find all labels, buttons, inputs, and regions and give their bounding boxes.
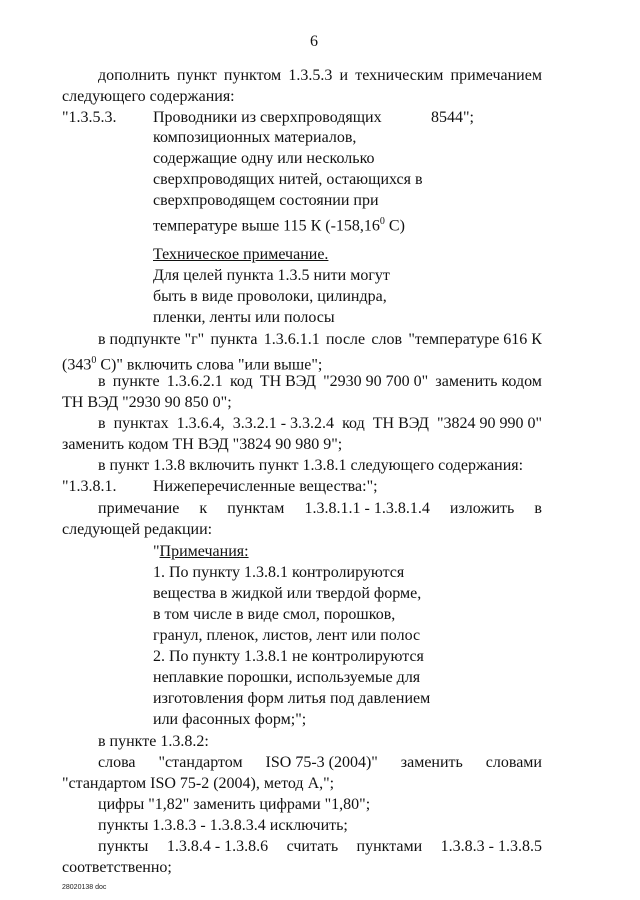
word: слова [98,754,136,771]
word: примечанием [450,67,542,84]
word: пунктом [223,67,282,84]
paragraph-line [98,372,542,391]
word: пункта [210,331,258,348]
text: температуре выше 115 К (-158,16 [153,217,380,235]
word: в [98,415,106,432]
item-text: композиционных материалов, [153,129,357,146]
word: после [325,331,366,348]
technical-note-line: быть в виде проволоки, цилиндра, [153,288,387,305]
word: дополнить [98,67,170,84]
word: заменить кодом [435,373,542,390]
word: ТН ВЭД [259,373,316,390]
note-line: гранул, пленок, листов, лент или полос [153,627,421,644]
degree-superscript: 0 [91,355,97,366]
paragraph-line [98,837,542,856]
paragraph-line: пункты 1.3.8.3 - 1.3.8.3.4 исключить; [98,817,348,834]
item-number: "1.3.5.3. [62,109,117,126]
item-code: 8544"; [431,109,474,126]
word: код [229,373,253,390]
paragraph-line: в пункт 1.3.8 включить пункт 1.3.8.1 следующего содержания: [98,457,524,474]
word: ТН ВЭД [372,415,429,432]
word: в подпункте "г" [98,331,205,348]
word: "температуре 616 К [408,331,542,348]
item-text: Нижеперечисленные вещества:"; [153,478,378,495]
paragraph-line [98,414,542,433]
word: пункт [177,67,217,84]
word: пункты [98,838,149,855]
text: С)" включить слова "или выше"; [96,356,323,374]
item-text: Проводники из сверхпроводящих [153,109,382,126]
note-line: вещества в жидкой или твердой форме, [153,585,422,602]
notes-heading [153,542,249,561]
degree-superscript: 0 [379,216,385,227]
word: 1.3.6.4, [176,415,225,432]
word: изложить [449,500,515,517]
word: "стандартом [158,754,243,771]
text: С) [384,217,405,235]
paragraph-line: "стандартом ISO 75-2 (2004), метод А,"; [62,775,335,792]
word: "2930 90 700 0" [323,373,429,390]
paragraph-line [98,753,542,772]
word: ISO 75-3 (2004)" [265,754,378,771]
word: 1.3.5.3 [288,67,333,84]
word: 1.3.6.1.1 [263,331,320,348]
note-line: изготовления форм литья под давлением [153,690,431,707]
word: к [199,500,208,517]
word: заменить [400,754,463,771]
text: (343 [62,356,92,374]
word: 1.3.8.1.1 - 1.3.8.1.4 [304,500,430,517]
paragraph-line: следующего содержания: [62,88,235,105]
paragraph-line [98,66,542,85]
footer-filename: 28020138 doc [62,884,107,891]
paragraph-line [62,351,322,374]
word: в [534,500,542,517]
word: код [342,415,365,432]
word: в [98,373,106,390]
technical-note-heading: Техническое примечание. [153,246,329,263]
word: 1.3.6.2.1 [166,373,223,390]
word: пунктах [113,415,169,432]
paragraph-line [98,330,542,349]
item-text [153,212,405,235]
note-line: в том числе в виде смол, порошков, [153,606,396,623]
word: техническим [355,67,444,84]
word: пункте [112,373,160,390]
item-number: "1.3.8.1. [62,478,117,495]
note-line: 1. По пункту 1.3.8.1 контролируются [153,564,405,581]
word: примечание [98,500,180,517]
paragraph-line: заменить кодом ТН ВЭД "3824 90 980 9"; [62,436,343,453]
paragraph-line: следующей редакции: [62,521,213,538]
quote-mark: " [153,543,160,560]
item-text: сверхпроводящем состоянии при [153,192,379,209]
word: "3824 90 990 0" [436,415,542,432]
word: 1.3.8.3 - 1.3.8.5 [440,838,542,855]
word: словами [485,754,542,771]
page-number: 6 [310,33,318,50]
word: 1.3.8.4 - 1.3.8.6 [166,838,269,855]
word: пунктам [227,500,285,517]
word: слов [371,331,403,348]
word: 3.3.2.1 - 3.3.2.4 [232,415,335,432]
paragraph-line: цифры "1,82" заменить цифрами "1,80"; [98,796,371,813]
technical-note-line: Для целей пункта 1.3.5 нити могут [153,267,390,284]
word: считать [286,838,339,855]
paragraph-line: в пункте 1.3.8.2: [98,733,209,750]
note-line: 2. По пункту 1.3.8.1 не контролируются [153,648,424,665]
word: пунктами [356,838,423,855]
notes-heading-text: Примечания: [159,543,249,560]
paragraph-line: соответственно; [62,859,172,876]
note-line: или фасонных форм;"; [153,711,307,728]
note-line: неплавкие порошки, используемые для [153,669,421,686]
item-text: сверхпроводящих нитей, остающихся в [153,171,423,188]
technical-note-line: пленки, ленты или полосы [153,309,335,326]
paragraph-line [98,499,542,518]
word: и [339,67,349,84]
item-text: содержащие одну или несколько [153,150,375,167]
paragraph-line: ТН ВЭД "2930 90 850 0"; [62,394,232,411]
